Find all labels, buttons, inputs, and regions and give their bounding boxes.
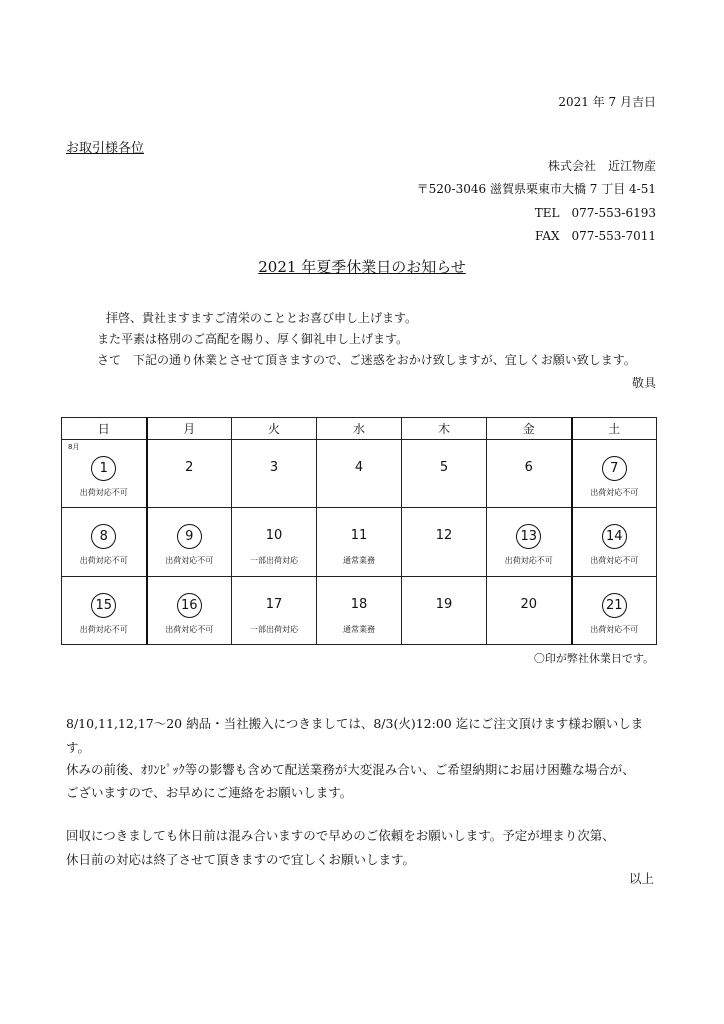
holiday-day-number: 8 <box>91 524 116 549</box>
day-number-wrap <box>402 458 486 478</box>
calendar-day-cell <box>402 508 487 576</box>
title-text: 2021 年夏季休業日のお知らせ <box>258 258 466 276</box>
day-note: 出荷対応不可 <box>590 556 639 566</box>
holiday-day-number: 15 <box>91 593 116 618</box>
holiday-day-number: 14 <box>602 524 627 549</box>
calendar-day-cell <box>487 576 572 644</box>
day-number: 2 <box>185 460 194 475</box>
day-note: 通常業務 <box>343 624 375 634</box>
calendar-day-cell <box>572 440 657 508</box>
notice-line-4: ございますので、お早めにご連絡をお願いします。 <box>66 785 353 800</box>
calendar-legend: 〇印が弊社休業日です。 <box>533 652 654 665</box>
day-note: 出荷対応不可 <box>165 556 214 566</box>
calendar-week-row <box>62 576 657 644</box>
document-date: 2021 年 7 月吉日 <box>558 95 656 109</box>
weekday-fri: 金 <box>487 418 572 440</box>
month-label: 8月 <box>68 443 80 451</box>
holiday-day-number: 9 <box>177 524 202 549</box>
day-number-wrap <box>232 458 316 478</box>
greeting-line-3: さて 下記の通り休業とさせて頂きますので、ご迷惑をおかけ致しますが、宜しくお願い致します。 <box>97 353 636 367</box>
day-number-wrap <box>487 595 571 615</box>
day-number: 3 <box>269 460 279 475</box>
notice-line-3: 休みの前後、ｵﾘﾝﾋﾟｯｸ等の影響も含めて配送業務が大変混み合い、ご希望納期にお届け困難な場合が、 <box>66 762 635 777</box>
day-number-wrap <box>573 458 657 481</box>
day-number-wrap <box>573 526 657 549</box>
day-number-wrap <box>317 526 401 546</box>
day-number-wrap <box>148 458 232 478</box>
calendar-day-cell <box>62 508 147 576</box>
day-number-wrap <box>148 526 232 549</box>
calendar-day-cell <box>487 508 572 576</box>
sender-company: 株式会社 近江物産 <box>547 159 656 173</box>
greeting-line-2: また平素は格別のご高配を賜り、厚く御礼申し上げます。 <box>97 332 409 346</box>
calendar-weekday-row <box>62 418 657 440</box>
calendar-day-cell <box>487 440 572 508</box>
weekday-sat: 土 <box>572 418 657 440</box>
document-title <box>0 256 724 277</box>
notice-line-1: 8/10,11,12,17～20 納品・当社搬入につきましては、8/3(火)12:00 迄にご注文頂けます様お願いしま <box>66 716 644 731</box>
sender-tel: TEL 077-553-6193 <box>534 206 656 220</box>
day-number: 20 <box>520 596 538 612</box>
day-note: 通常業務 <box>343 556 375 566</box>
calendar-week-row <box>62 508 657 576</box>
day-note: 出荷対応不可 <box>79 488 128 497</box>
calendar-day-cell <box>402 576 487 644</box>
day-number-wrap <box>62 595 146 618</box>
day-note: 出荷対応不可 <box>165 624 214 634</box>
day-number-wrap <box>62 458 146 481</box>
recipient-line: お取引様各位 <box>66 141 145 156</box>
day-note: 出荷対応不可 <box>79 556 128 566</box>
weekday-wed: 水 <box>317 418 402 440</box>
calendar-day-cell <box>317 508 402 576</box>
holiday-calendar <box>61 417 657 645</box>
weekday-tue: 火 <box>232 418 317 440</box>
calendar-day-cell <box>572 576 657 644</box>
day-number: 17 <box>265 596 283 612</box>
day-note: 出荷対応不可 <box>590 488 639 497</box>
holiday-day-number: 13 <box>516 524 541 549</box>
day-number: 4 <box>354 460 364 475</box>
day-number-wrap <box>232 595 316 615</box>
calendar-day-cell <box>232 440 317 508</box>
calendar-week-row <box>62 440 657 508</box>
weekday-mon: 月 <box>147 418 232 440</box>
holiday-day-number: 16 <box>177 593 202 618</box>
holiday-day-number: 1 <box>91 456 116 481</box>
calendar-day-cell <box>147 508 232 576</box>
day-number-wrap <box>487 458 571 478</box>
day-number-wrap <box>317 458 401 478</box>
calendar-day-cell <box>402 440 487 508</box>
day-number-wrap <box>402 526 486 546</box>
calendar-day-cell <box>317 576 402 644</box>
holiday-day-number: 7 <box>602 456 627 481</box>
day-number: 10 <box>265 528 283 544</box>
day-number: 19 <box>435 596 453 612</box>
day-number-wrap <box>573 595 657 618</box>
day-number: 12 <box>435 528 453 544</box>
day-note: 一部出荷対応 <box>250 624 298 634</box>
day-number-wrap <box>148 595 232 618</box>
calendar-day-cell <box>232 508 317 576</box>
day-number-wrap <box>232 526 316 546</box>
calendar-day-cell <box>147 440 232 508</box>
greeting-closing: 敬具 <box>631 376 656 390</box>
day-note: 一部出荷対応 <box>250 556 298 566</box>
day-number-wrap <box>317 595 401 615</box>
day-number: 18 <box>350 596 368 612</box>
calendar-day-cell <box>62 440 147 508</box>
notice-line-5: 回収につきましても休日前は混み合いますので早めのご依頼をお願いします。予定が埋まり次第、 <box>66 828 615 843</box>
sender-fax: FAX 077-553-7011 <box>535 229 656 243</box>
notice-line-6: 休日前の対応は終了させて頂きますので宜しくお願いします。 <box>66 852 416 867</box>
day-number: 11 <box>350 528 368 544</box>
day-number-wrap <box>487 526 571 549</box>
weekday-thu: 木 <box>402 418 487 440</box>
calendar-day-cell <box>572 508 657 576</box>
holiday-day-number: 21 <box>602 593 627 618</box>
notice-line-2: す。 <box>66 740 91 755</box>
calendar-day-cell <box>232 576 317 644</box>
weekday-sun: 日 <box>62 418 147 440</box>
calendar-day-cell <box>317 440 402 508</box>
day-number-wrap <box>62 526 146 549</box>
greeting-line-1: 拝啓、貴社ますますご清栄のこととお喜び申し上げます。 <box>106 311 418 325</box>
document-end-mark: 以上 <box>628 871 654 886</box>
day-note: 出荷対応不可 <box>504 556 553 566</box>
calendar-day-cell <box>147 576 232 644</box>
day-number-wrap <box>402 595 486 615</box>
sender-address: 〒520-3046 滋賀県栗東市大橋 7 丁目 4-51 <box>416 182 656 196</box>
day-note: 出荷対応不可 <box>590 624 639 634</box>
calendar-day-cell <box>62 576 147 644</box>
day-number: 5 <box>439 460 449 475</box>
day-note: 出荷対応不可 <box>79 624 128 634</box>
day-number: 6 <box>524 460 533 475</box>
